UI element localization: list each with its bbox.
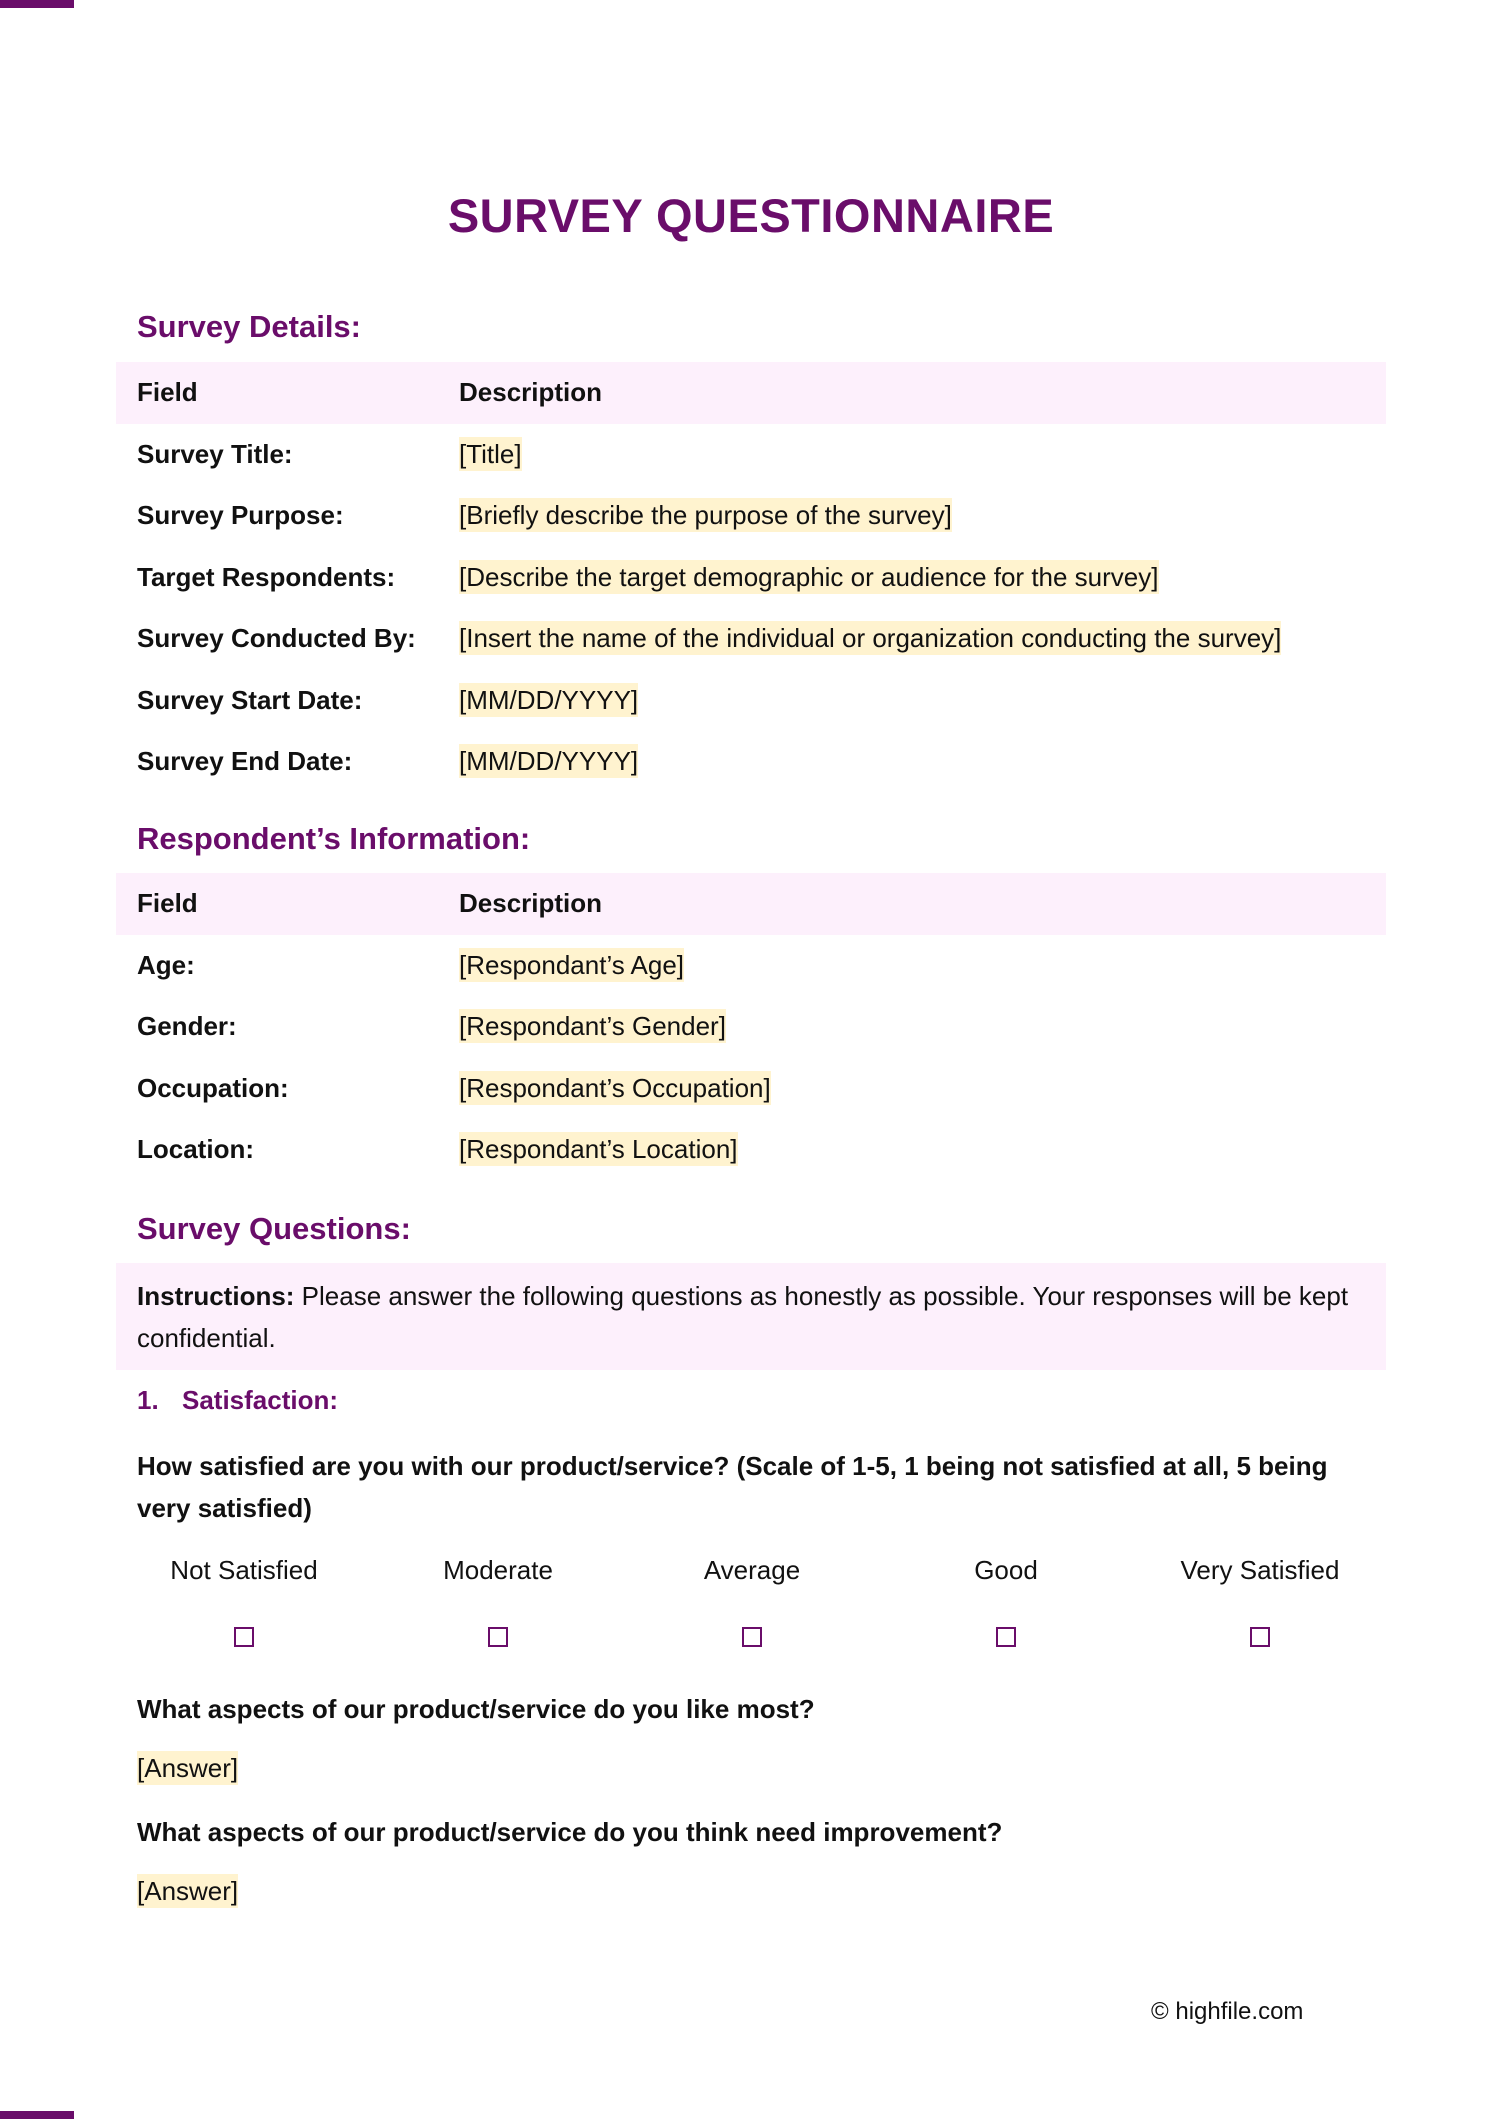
header-description: Description xyxy=(459,377,603,407)
checkbox-good[interactable] xyxy=(996,1627,1016,1647)
respondent-info-heading: Respondent’s Information: xyxy=(137,821,531,856)
table-row xyxy=(116,424,1386,486)
table-row xyxy=(116,485,1386,547)
table-header-row xyxy=(116,873,1386,935)
table-row xyxy=(116,1058,1386,1120)
bottom-corner-accent xyxy=(0,2111,74,2119)
table-row xyxy=(116,1119,1386,1181)
location-field[interactable]: [Respondant’s Location] xyxy=(459,1134,738,1164)
respondent-info-table xyxy=(116,873,1386,1181)
satisfaction-subheading xyxy=(137,1385,338,1416)
header-field: Field xyxy=(137,888,198,918)
checkbox-moderate[interactable] xyxy=(488,1627,508,1647)
scale-label-very-satisfied: Very Satisfied xyxy=(1180,1555,1340,1585)
start-date-field[interactable]: [MM/DD/YYYY] xyxy=(459,684,639,715)
table-row xyxy=(116,547,1386,609)
row-field: Age: xyxy=(137,949,195,980)
table-header-row xyxy=(116,362,1386,424)
table-row xyxy=(116,935,1386,997)
table-row xyxy=(116,670,1386,732)
checkbox-very-satisfied[interactable] xyxy=(1250,1627,1270,1647)
header-description: Description xyxy=(459,888,603,918)
survey-title-field[interactable]: [Title] xyxy=(459,438,522,469)
survey-questions-heading: Survey Questions: xyxy=(137,1211,411,1246)
header-field: Field xyxy=(137,377,198,407)
table-row xyxy=(116,996,1386,1058)
row-field: Location: xyxy=(137,1134,254,1164)
row-field: Survey Title: xyxy=(137,438,293,469)
section-title: Satisfaction: xyxy=(182,1385,339,1415)
survey-details-heading: Survey Details: xyxy=(137,309,361,344)
row-field: Survey End Date: xyxy=(137,746,353,776)
answer-improvement-field[interactable]: [Answer] xyxy=(137,1876,239,1906)
conducted-by-field[interactable]: [Insert the name of the individual or organization conducting the survey] xyxy=(459,623,1282,653)
answer-like-most-field[interactable]: [Answer] xyxy=(137,1753,239,1783)
target-respondents-field[interactable]: [Describe the target demographic or audience for the survey] xyxy=(459,561,1159,592)
scale-label-good: Good xyxy=(974,1555,1038,1585)
section-number: 1. xyxy=(137,1385,159,1415)
table-row xyxy=(116,731,1386,793)
instructions-label: Instructions: xyxy=(137,1281,295,1311)
question-like-most: What aspects of our product/service do you like most? xyxy=(137,1694,815,1724)
checkbox-not-satisfied[interactable] xyxy=(234,1627,254,1647)
table-row xyxy=(116,608,1386,670)
row-field: Occupation: xyxy=(137,1072,289,1103)
row-field: Target Respondents: xyxy=(137,561,396,592)
question-improvement: What aspects of our product/service do you think need improvement? xyxy=(137,1817,1003,1847)
footer-copyright: © highfile.com xyxy=(1151,1998,1304,2025)
row-field: Survey Conducted By: xyxy=(137,623,416,653)
instructions-box xyxy=(116,1263,1386,1370)
document-title: SURVEY QUESTIONNAIRE xyxy=(447,189,1055,242)
instructions-text: Please answer the following questions as honestly as possible. Your responses will be kept confidential. xyxy=(137,1281,1349,1353)
age-field[interactable]: [Respondant’s Age] xyxy=(459,949,685,980)
row-field: Survey Start Date: xyxy=(137,684,363,715)
scale-label-not-satisfied: Not Satisfied xyxy=(170,1555,318,1585)
question-satisfaction: How satisfied are you with our product/service? (Scale of 1-5, 1 being not satisfied at all, 5 being very satisfied) xyxy=(137,1451,1328,1523)
end-date-field[interactable]: [MM/DD/YYYY] xyxy=(459,746,639,776)
row-field: Gender: xyxy=(137,1011,237,1041)
survey-details-table xyxy=(116,362,1386,793)
scale-label-average: Average xyxy=(703,1555,801,1585)
checkbox-average[interactable] xyxy=(742,1627,762,1647)
scale-label-moderate: Moderate xyxy=(443,1555,553,1585)
gender-field[interactable]: [Respondant’s Gender] xyxy=(459,1011,726,1041)
top-corner-accent xyxy=(0,0,74,8)
survey-purpose-field[interactable]: [Briefly describe the purpose of the survey] xyxy=(459,500,952,530)
occupation-field[interactable]: [Respondant’s Occupation] xyxy=(459,1072,771,1103)
row-field: Survey Purpose: xyxy=(137,500,344,530)
